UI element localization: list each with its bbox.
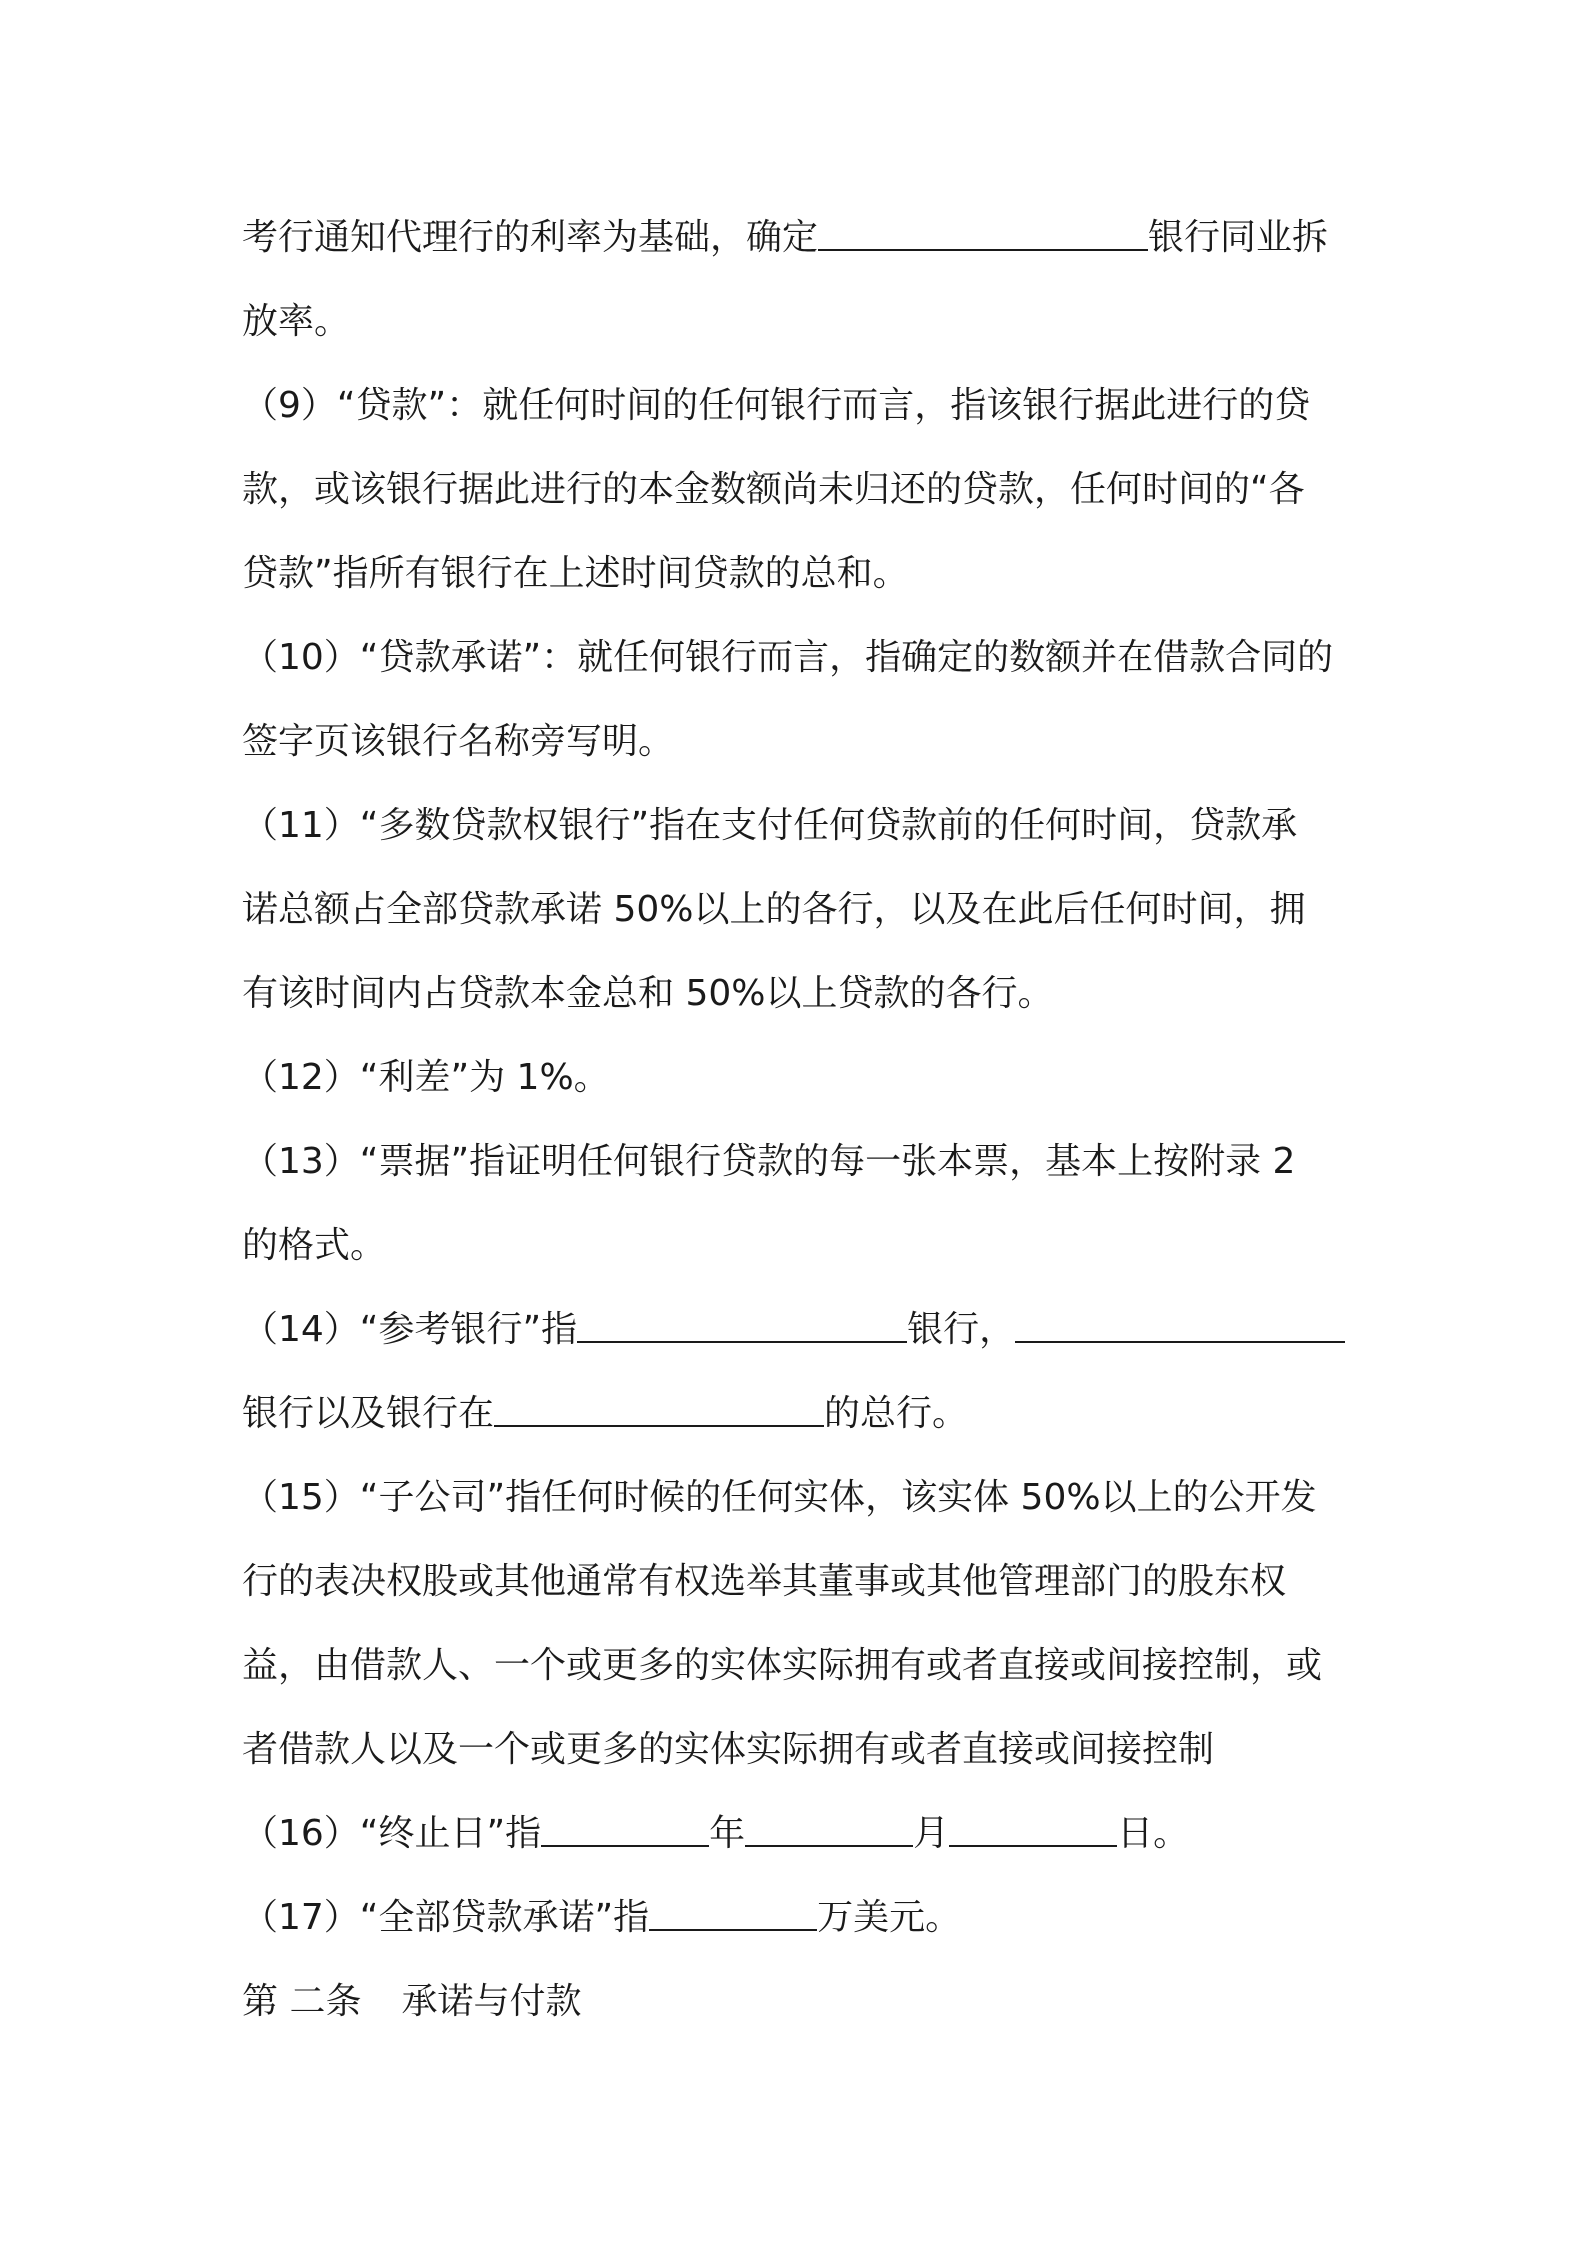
text-segment: 银行同业拆 [1148, 217, 1329, 258]
text-line: 诺总额占全部贷款承诺 50%以上的各行，以及在此后任何时间，拥 [242, 889, 1306, 930]
text-line: （13）“票据”指证明任何银行贷款的每一张本票，基本上按附录 2 [242, 1141, 1296, 1182]
text-line [242, 1792, 1358, 1876]
fill-in-blank[interactable] [649, 1899, 817, 1931]
text-segment: 银行， [907, 1309, 1016, 1350]
section-number: 第 二条 [242, 1981, 362, 2022]
section-title: 承诺与付款 [401, 1981, 582, 2022]
text-line: （12）“利差”为 1%。 [242, 1057, 610, 1098]
text-line [242, 1288, 1358, 1372]
document-page [242, 196, 1358, 2044]
text-segment: 月 [913, 1813, 950, 1854]
text-line: 签字页该银行名称旁写明。 [242, 721, 675, 762]
text-line: （15）“子公司”指任何时候的任何实体，该实体 50%以上的公开发 [242, 1477, 1317, 1518]
text-line: 行的表决权股或其他通常有权选举其董事或其他管理部门的股东权 [242, 1561, 1287, 1602]
text-segment: 日。 [1117, 1813, 1190, 1854]
fill-in-blank[interactable] [1015, 1311, 1345, 1343]
text-line [242, 1876, 1358, 1960]
text-line: 的格式。 [242, 1225, 387, 1266]
text-line: （10）“贷款承诺”：就任何银行而言，指确定的数额并在借款合同的 [242, 637, 1334, 678]
text-segment: 考行通知代理行的利率为基础，确定 [242, 217, 819, 258]
text-line: （11）“多数贷款权银行”指在支付任何贷款前的任何时间，贷款承 [242, 805, 1298, 846]
text-line [242, 196, 1358, 280]
text-line: 款，或该银行据此进行的本金数额尚未归还的贷款，任何时间的“各 [242, 469, 1305, 510]
text-segment: （14）“参考银行”指 [242, 1309, 578, 1350]
text-segment: 年 [709, 1813, 746, 1854]
fill-in-blank[interactable] [818, 219, 1148, 251]
text-segment: （16）“终止日”指 [242, 1813, 542, 1854]
fill-in-blank[interactable] [949, 1815, 1117, 1847]
text-line [242, 1372, 1358, 1456]
text-line: 益，由借款人、一个或更多的实体实际拥有或者直接或间接控制，或 [242, 1645, 1323, 1686]
text-segment: 银行以及银行在 [242, 1393, 495, 1434]
text-segment: 的总行。 [824, 1393, 969, 1434]
text-line: 有该时间内占贷款本金总和 50%以上贷款的各行。 [242, 973, 1054, 1014]
text-line: 放率。 [242, 301, 351, 342]
fill-in-blank[interactable] [577, 1311, 907, 1343]
text-line: （9）“贷款”：就任何时间的任何银行而言，指该银行据此进行的贷 [242, 385, 1311, 426]
fill-in-blank[interactable] [541, 1815, 709, 1847]
text-segment: 万美元。 [817, 1897, 962, 1938]
text-line: 贷款”指所有银行在上述时间贷款的总和。 [242, 553, 909, 594]
fill-in-blank[interactable] [745, 1815, 913, 1847]
text-segment: （17）“全部贷款承诺”指 [242, 1897, 650, 1938]
section-heading [242, 1960, 1358, 2044]
text-line: 者借款人以及一个或更多的实体实际拥有或者直接或间接控制 [242, 1729, 1215, 1770]
fill-in-blank[interactable] [494, 1395, 824, 1427]
